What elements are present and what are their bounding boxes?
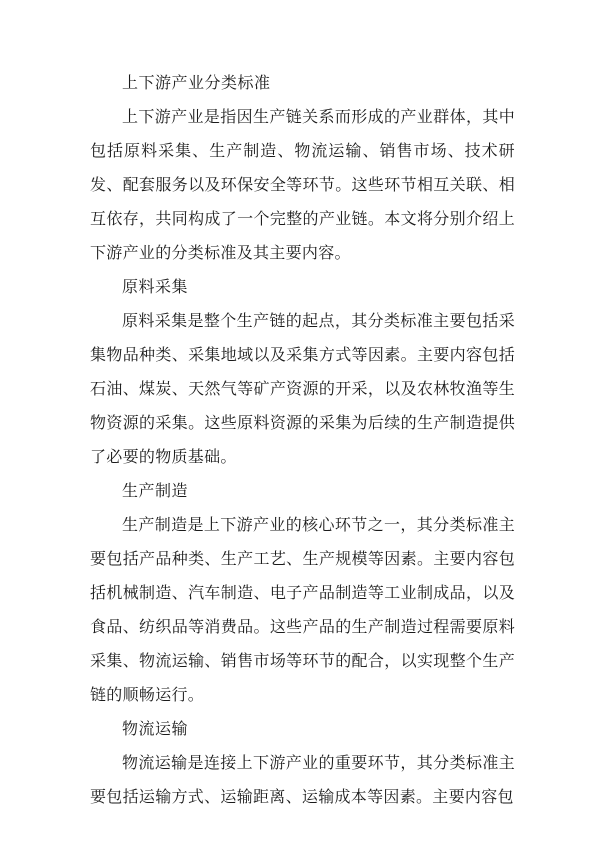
section-body-manufacturing: 生产制造是上下游产业的核心环节之一，其分类标准主要包括产品种类、生产工艺、生产规模等因素。主要内容包括机械制造、汽车制造、电子产品制造等工业制成品，以及食品、纺织品等消费品。这些产品的生产制造过程需要原料采集、物流运输、销售市场等环节的配合，以实现整个生产链的顺畅运行。 xyxy=(90,515,515,704)
intro-paragraph: 上下游产业是指因生产链关系而形成的产业群体，其中包括原料采集、生产制造、物流运输、销售市场、技术研发、配套服务以及环保安全等环节。这些环节相互关联、相互依存，共同构成了一个完整的产业链。本文将分别介绍上下游产业的分类标准及其主要内容。 xyxy=(90,107,515,262)
section-heading-raw-material: 原料采集 xyxy=(122,277,189,296)
document-page xyxy=(90,66,515,814)
section-heading-logistics: 物流运输 xyxy=(122,719,189,738)
document-title: 上下游产业分类标准 xyxy=(122,73,271,92)
section-body-raw-material: 原料采集是整个生产链的起点，其分类标准主要包括采集物品种类、采集地域以及采集方式等因素。主要内容包括石油、煤炭、天然气等矿产资源的开采，以及农林牧渔等生物资源的采集。这些原料资源的采集为后续的生产制造提供了必要的物质基础。 xyxy=(90,311,515,466)
section-heading-manufacturing: 生产制造 xyxy=(122,481,189,500)
section-body-logistics: 物流运输是连接上下游产业的重要环节，其分类标准主要包括运输方式、运输距离、运输成本等因素。主要内容包 xyxy=(90,753,515,806)
